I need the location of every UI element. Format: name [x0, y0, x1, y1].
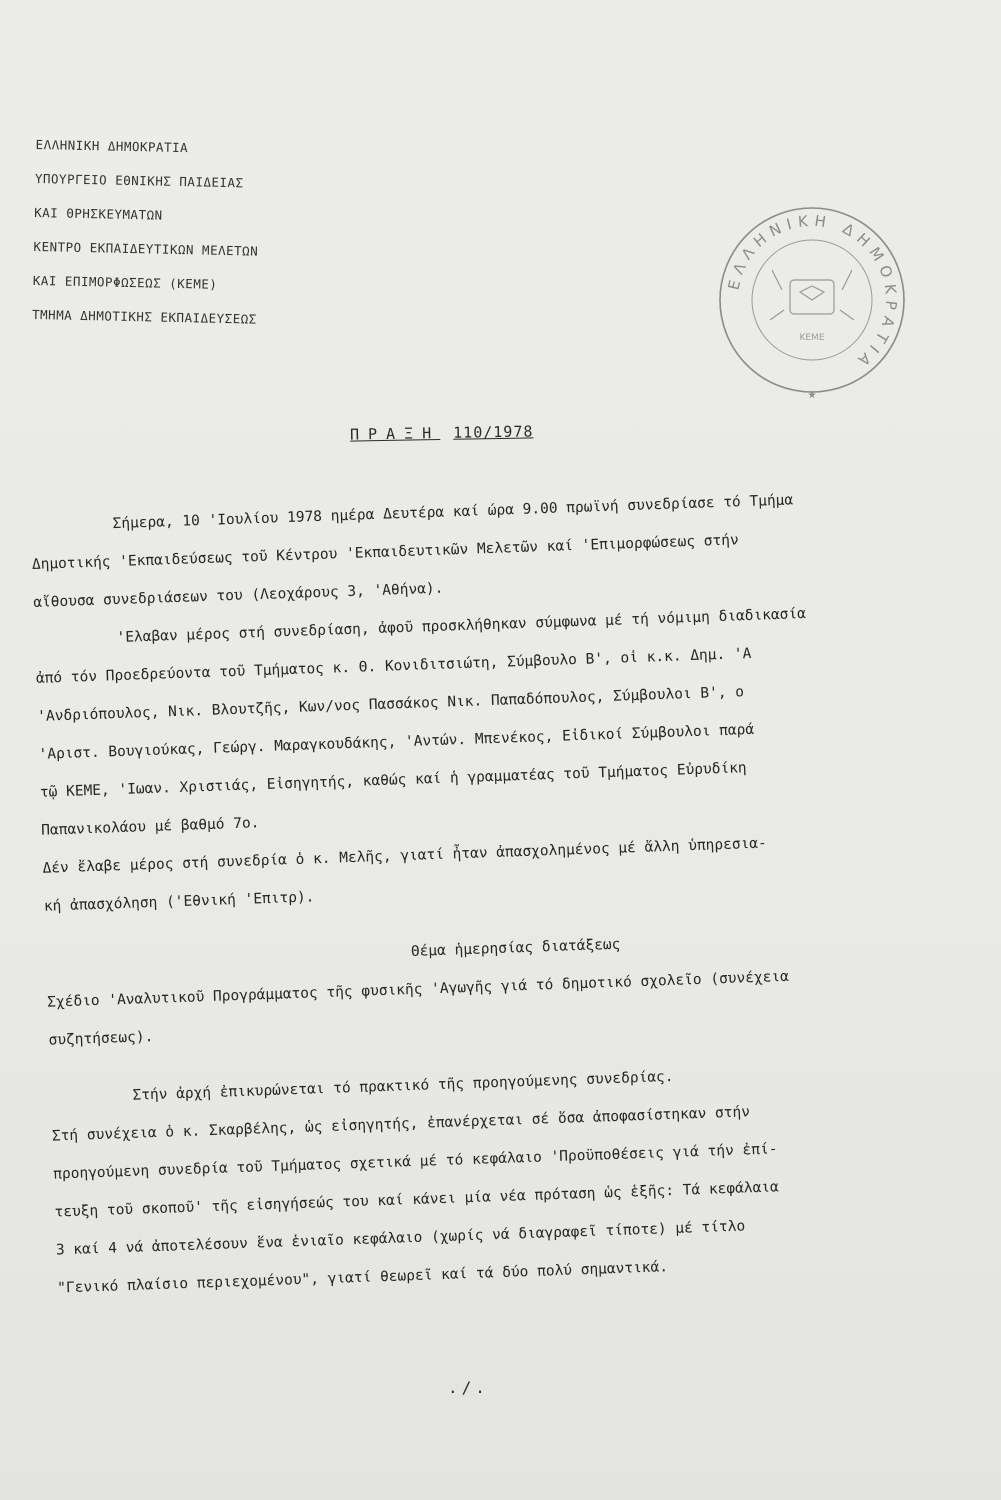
body-line: Δημοτικής 'Εκπαιδεύσεως τοῦ Κέντρου 'Εκπαιδευτικῶν Μελετῶν καί 'Επιμορφώσεως στήν — [31, 532, 739, 573]
letterhead — [32, 128, 396, 339]
body-line: τῷ ΚΕΜΕ, 'Ιωαν. Χριστιάς, Εἰσηγητής, καθώς καί ἡ γραμματέας τοῦ Τμήματος Εὐρυδίκη — [39, 760, 747, 801]
letterhead-line: ΚΑΙ ΘΡΗΣΚΕΥΜΑΤΩΝ — [34, 204, 163, 223]
body-line: προηγούμενη συνεδρία τοῦ Τμήματος σχετικά μέ τό κεφάλαιο 'Προϋποθέσεις γιά τήν ἐπί- — [52, 1141, 778, 1183]
title-label: ΠΡΑΞΗ — [349, 424, 441, 444]
body-line: συζητήσεως). — [48, 1029, 154, 1049]
letterhead-line: ΚΑΙ ΕΠΙΜΟΡΦΩΣΕΩΣ (ΚΕΜΕ) — [32, 272, 218, 292]
body-line: 'Ελαβαν μέρος στή συνεδρίαση, ἀφοῦ προσκλήθηκαν σύμφωνα μέ τή νόμιμη διαδικασία — [116, 605, 807, 647]
title-number: 110/1978 — [453, 422, 534, 442]
body-line: 'Αριστ. Βουγιούκας, Γεώργ. Μαραγκουδάκης, 'Αντών. Μπενέκος, Εἰδικοί Σύμβουλοι παρά — [38, 721, 755, 763]
body-line: Σήμερα, 10 'Ιουλίου 1978 ημέρα Δευτέρα καί ώρα 9.00 πρωϊνή συνεδρίασε τό Τμήμα — [112, 492, 794, 533]
body-line: Δέν ἔλαβε μέρος στή συνεδρία ὁ κ. Μελῆς, γιατί ἦταν ἀπασχολημένος μέ ἄλλη ὑπηρεσια- — [42, 835, 768, 877]
letterhead-line: ΤΜΗΜΑ ΔΗΜΟΤΙΚΗΣ ΕΚΠΑΙΔΕΥΣΕΩΣ — [31, 306, 257, 327]
subject-heading: Θέμα ἡμερησίας διατάξεως — [410, 936, 621, 960]
svg-text:★: ★ — [807, 390, 817, 400]
letterhead-line: ΚΕΝΤΡΟ ΕΚΠΑΙΔΕΥΤΙΚΩΝ ΜΕΛΕΤΩΝ — [33, 238, 259, 259]
svg-text:ΕΛΛΗΝΙΚΗ ΔΗΜΟΚΡΑΤΙΑ: ΕΛΛΗΝΙΚΗ ΔΗΜΟΚΡΑΤΙΑ — [724, 211, 901, 374]
document-body — [30, 475, 997, 1307]
body-line: αἴθουσα συνεδριάσεων του (Λεοχάρους 3, 'Αθήνα). — [33, 580, 444, 611]
official-seal-stamp — [712, 200, 912, 400]
letterhead-line: ΕΛΛΗΝΙΚΗ ΔΗΜΟΚΡΑΤΙΑ — [35, 136, 189, 156]
document-title — [350, 422, 534, 443]
body-line: τευξη τοῦ σκοποῦ' τῆς εἰσηγήσεώς του καί κάνει μία νέα πρόταση ὡς ἑξῆς: Τά κεφάλαια — [54, 1179, 780, 1221]
body-line: "Γενικό πλαίσιο περιεχομένου", γιατί θεωρεῖ καί τά δύο πολύ σημαντικά. — [56, 1259, 669, 1297]
page-continuation-mark: ./. — [448, 1378, 489, 1397]
body-line: Παπανικολάου μέ βαθμό 7ο. — [40, 815, 260, 839]
svg-text:ΚΕΜΕ: ΚΕΜΕ — [799, 333, 825, 343]
body-line: Σχέδιο 'Αναλυτικοῦ Προγράμματος τῆς φυσικῆς 'Αγωγῆς γιά τό δημοτικό σχολεῖο (συνέχεια — [46, 968, 790, 1011]
body-line: κή ἀπασχόληση ('Εθνική 'Επιτρ). — [43, 889, 315, 915]
body-line: Στήν ἀρχή ἐπικυρώνεται τό πρακτικό τῆς προηγούμενης συνεδρίας. — [132, 1068, 674, 1104]
body-line: Στή συνέχεια ὁ κ. Σκαρβέλης, ὡς εἰσηγητής, ἐπανέρχεται σέ ὅσα ἀποφασίστηκαν στήν — [51, 1104, 751, 1145]
body-line: ἀπό τόν Προεδρεύοντα τοῦ Τμήματος κ. Θ. Κονιδιτσιώτη, Σύμβουλο Β', οἱ κ.κ. Δημ. 'Α — [35, 645, 752, 687]
body-line: 'Ανδριόπουλος, Νικ. Βλουτζῆς, Κων/νος Πασσάκος Νικ. Παπαδόπουλος, Σύμβουλοι Β', ο — [37, 684, 745, 725]
body-line: 3 καί 4 νά ἀποτελέσουν ἕνα ἑνιαῖο κεφάλαιο (χωρίς νά διαγραφεῖ τίποτε) μέ τίτλο — [55, 1218, 746, 1259]
letterhead-line: ΥΠΟΥΡΓΕΙΟ ΕΘΝΙΚΗΣ ΠΑΙΔΕΙΑΣ — [34, 170, 244, 191]
